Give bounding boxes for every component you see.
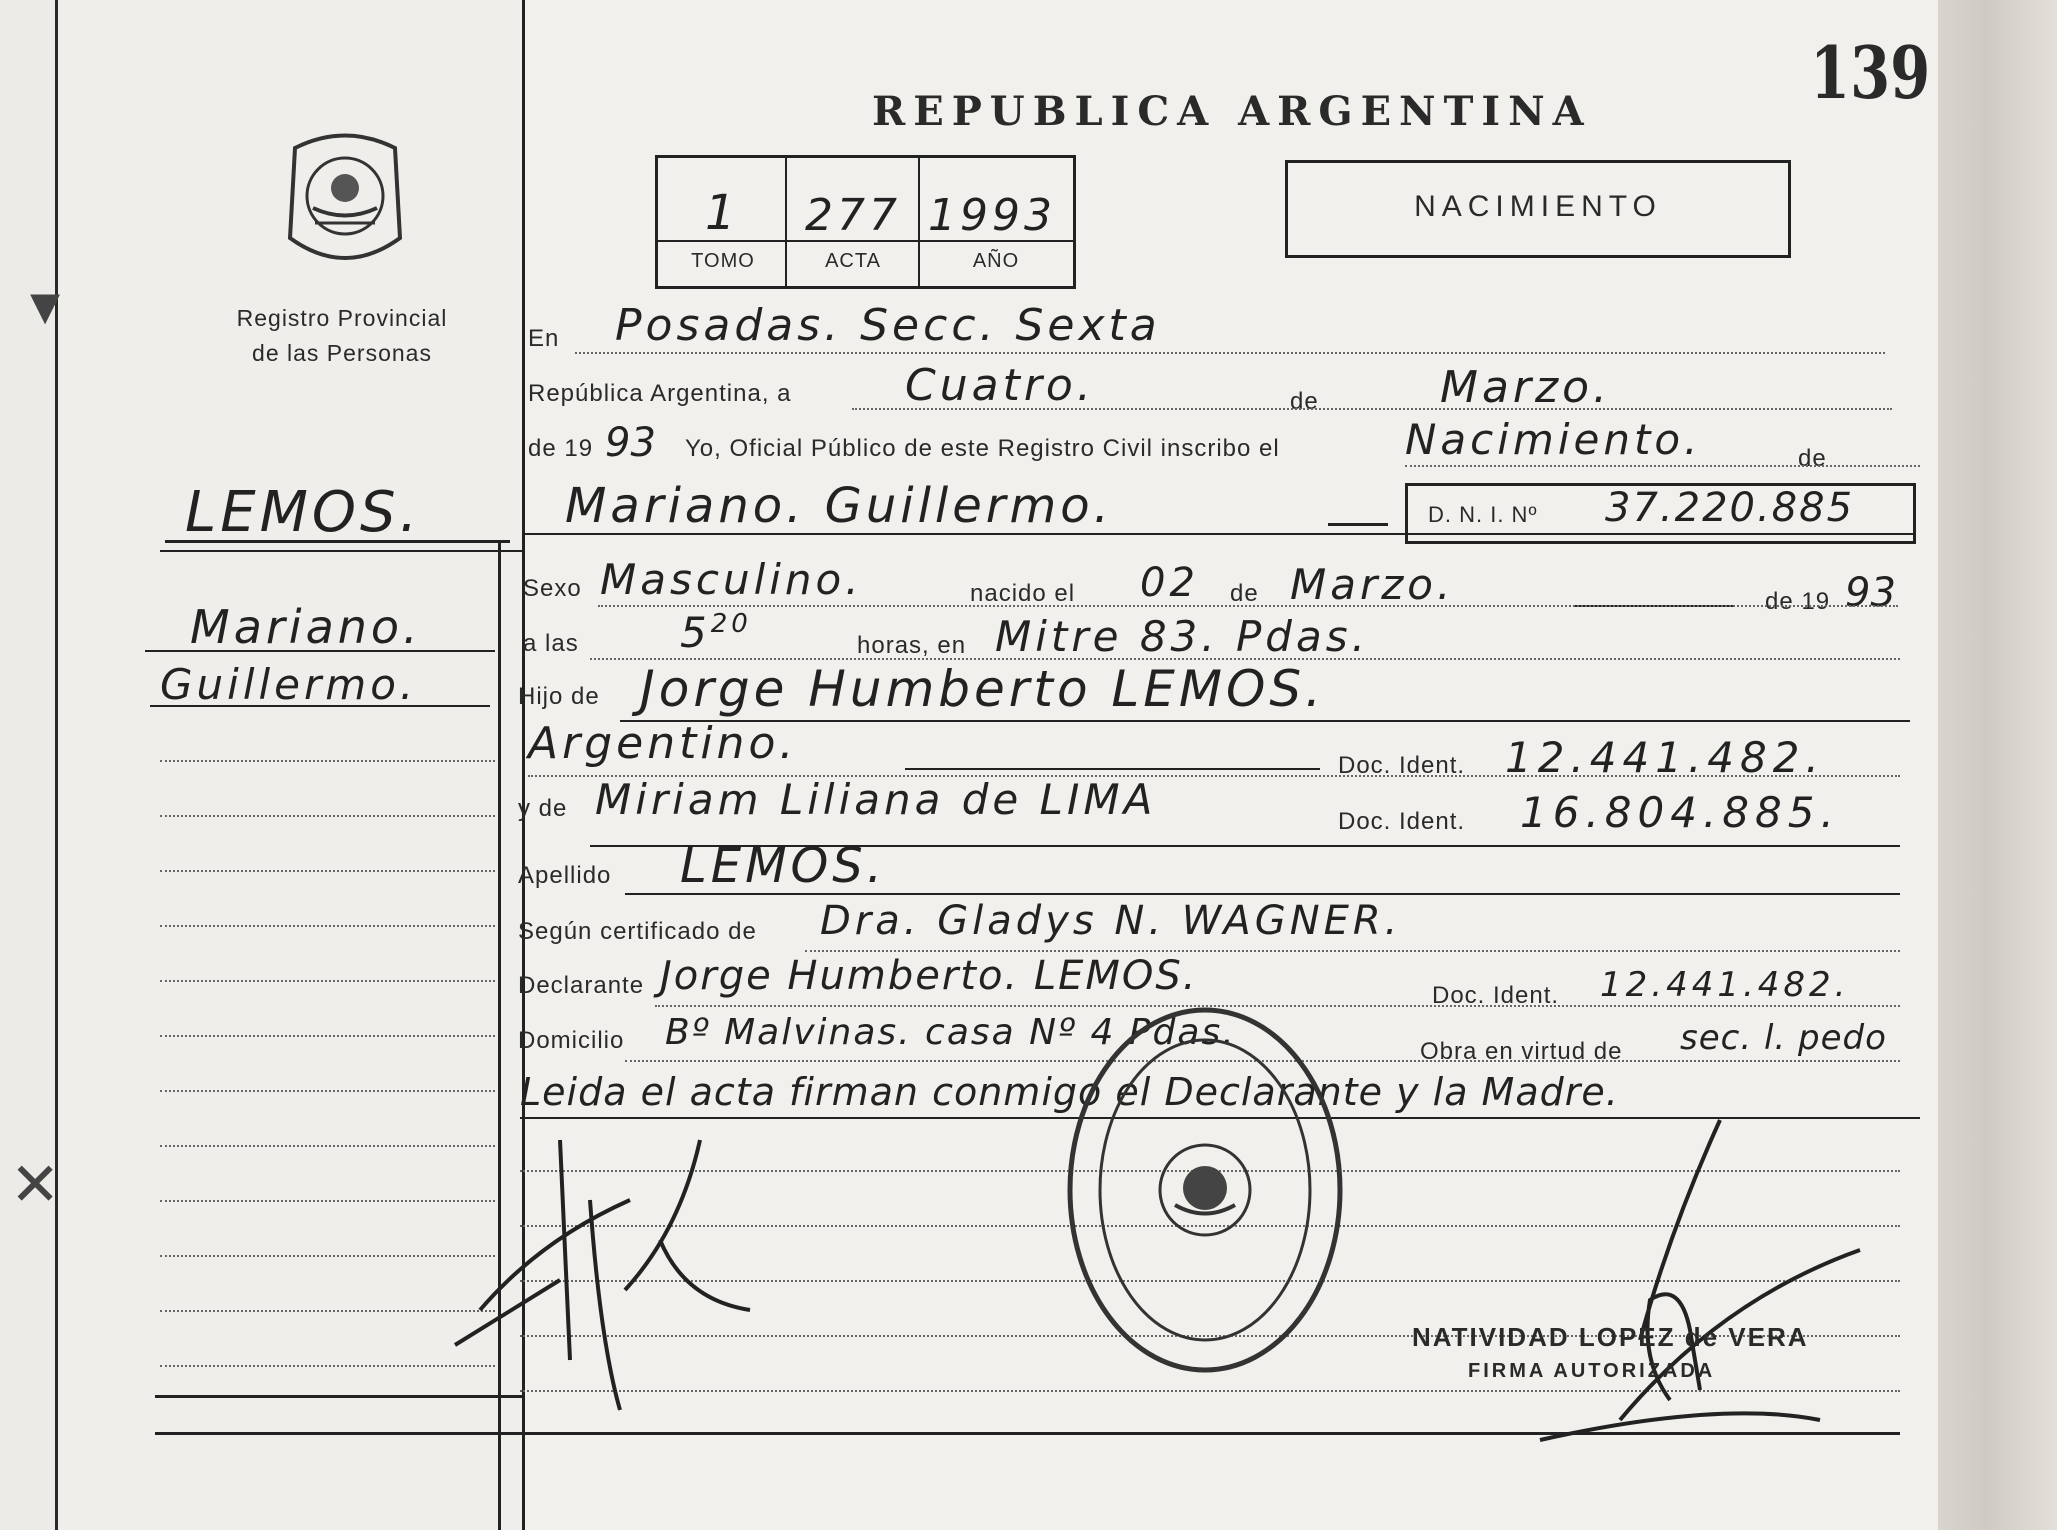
yde-label: y de [518, 795, 568, 822]
father-name: Jorge Humberto LEMOS. [640, 660, 1326, 718]
tomo-label: TOMO [691, 250, 755, 272]
month-value: Marzo. [1440, 362, 1612, 413]
ano-value: 1993 [928, 190, 1056, 241]
de-label-2: de [1798, 445, 1827, 472]
margin-dots-7 [160, 1090, 495, 1092]
closing-statement: Leida el acta firman conmigo el Declarante y la Madre. [520, 1070, 1619, 1114]
declarant-signature-icon [450, 1110, 780, 1430]
margin-dots-9 [160, 1200, 495, 1202]
declarante-value: Jorge Humberto. LEMOS. [660, 953, 1198, 999]
day-value: Cuatro. [905, 360, 1095, 411]
country-title: REPUBLICA ARGENTINA [872, 88, 1592, 135]
margin-underline-1 [145, 650, 495, 652]
alas-label: a las [523, 630, 579, 657]
en-label: En [528, 325, 560, 352]
name-dash [1328, 523, 1388, 526]
doc-label-father: Doc. Ident. [1338, 752, 1466, 779]
dni-value: 37.220.885 [1605, 485, 1855, 531]
de-label-3: de [1230, 580, 1259, 607]
margin-given2: Guillermo. [160, 660, 418, 709]
ano-label: AÑO [972, 250, 1020, 272]
en-dots [575, 352, 1885, 354]
province-seal-icon [275, 128, 415, 278]
margin-dots-4 [160, 925, 495, 927]
de19-label: de 19 [1765, 588, 1831, 615]
sexo-dots [598, 605, 1898, 607]
official-stamp-icon [1060, 1000, 1350, 1380]
apellido-line [625, 893, 1900, 895]
record-type: NACIMIENTO [1414, 190, 1662, 223]
margin-dots-2 [160, 815, 495, 817]
year-prefix: de 19 [528, 435, 594, 462]
domicilio-label: Domicilio [518, 1027, 625, 1054]
yo-label: Yo, Oficial Público de este Registro Civil inscribo el [685, 435, 1280, 462]
apellido-label: Apellido [518, 862, 612, 889]
mother-doc: 16.804.885. [1520, 788, 1840, 837]
birth-place: Mitre 83. Pdas. [995, 612, 1369, 661]
margin-dots-10 [160, 1255, 495, 1257]
declarante-label: Declarante [518, 972, 645, 999]
segun-label: Según certificado de [518, 918, 757, 945]
segun-dots [805, 950, 1900, 952]
margin-dots-3 [160, 870, 495, 872]
de-label: de [1290, 388, 1319, 415]
margin-dots-1 [160, 760, 495, 762]
year-value: 93 [605, 420, 656, 466]
doc-label-declarante: Doc. Ident. [1432, 982, 1560, 1009]
acta-label: ACTA [825, 250, 881, 272]
hijo-label: Hijo de [518, 683, 600, 710]
margin-underline-2 [150, 705, 490, 707]
tomo-value: 1 [705, 185, 740, 241]
inscribo-dots [1405, 465, 1920, 467]
acta-value: 277 [805, 190, 901, 241]
hour-value: $5^{20}$ [680, 608, 752, 657]
republica-label: República Argentina, a [528, 380, 792, 407]
obra-value: sec. l. pedo [1680, 1018, 1887, 1058]
margin-dots-6 [160, 1035, 495, 1037]
child-name-value: Mariano. Guillermo. [565, 478, 1113, 534]
father-line [620, 720, 1910, 722]
father-nationality: Argentino. [528, 718, 798, 769]
margin-dots-11 [160, 1310, 495, 1312]
margin-rule [165, 540, 510, 543]
page-edge [1938, 0, 2057, 1530]
margin-rule-2 [160, 550, 525, 552]
nat-line [905, 768, 1320, 770]
segun-value: Dra. Gladys N. WAGNER. [820, 898, 1402, 944]
nacido-label: nacido el [970, 580, 1076, 607]
registry-name-line2: de las Personas [252, 340, 432, 366]
sexo-label: Sexo [523, 575, 582, 602]
en-value: Posadas. Secc. Sexta [615, 300, 1161, 351]
margin-dots-5 [160, 980, 495, 982]
margin-dots-12 [160, 1365, 495, 1367]
dni-label: D. N. I. Nº [1428, 502, 1538, 527]
birth-day: 02 [1140, 560, 1199, 606]
staple-bottom: ✕ [10, 1151, 61, 1218]
official-title: FIRMA AUTORIZADA [1468, 1360, 1716, 1382]
inscribo-value: Nacimiento. [1405, 415, 1702, 464]
page-number: 139 [1810, 30, 1931, 115]
hour-minutes: 20 [710, 609, 752, 639]
authorized-signature-icon [1520, 1100, 1900, 1460]
apellido-value: LEMOS. [680, 838, 886, 894]
domicilio-value: Bº Malvinas. casa Nº 4 Pdas. [665, 1012, 1236, 1053]
declarante-doc: 12.441.482. [1600, 965, 1850, 1005]
date-dots [852, 408, 1892, 410]
margin-dots-8 [160, 1145, 495, 1147]
horas-label: horas, en [857, 632, 967, 659]
doc-label-mother: Doc. Ident. [1338, 808, 1466, 835]
official-name: NATIVIDAD LOPEZ de VERA [1412, 1322, 1809, 1352]
book-divider-2 [918, 155, 920, 286]
birth-month: Marzo. [1290, 560, 1455, 609]
father-doc: 12.441.482. [1505, 733, 1825, 782]
birth-year: 93 [1845, 570, 1896, 616]
margin-surname: LEMOS. [185, 480, 422, 545]
staple-top: ▾ [30, 271, 61, 338]
obra-label: Obra en virtud de [1420, 1038, 1623, 1065]
registry-name: Registro Provincial [236, 305, 448, 331]
sexo-value: Masculino. [600, 555, 863, 604]
margin-given1: Mariano. [190, 600, 422, 654]
mother-name: Miriam Liliana de LIMA [595, 775, 1157, 824]
